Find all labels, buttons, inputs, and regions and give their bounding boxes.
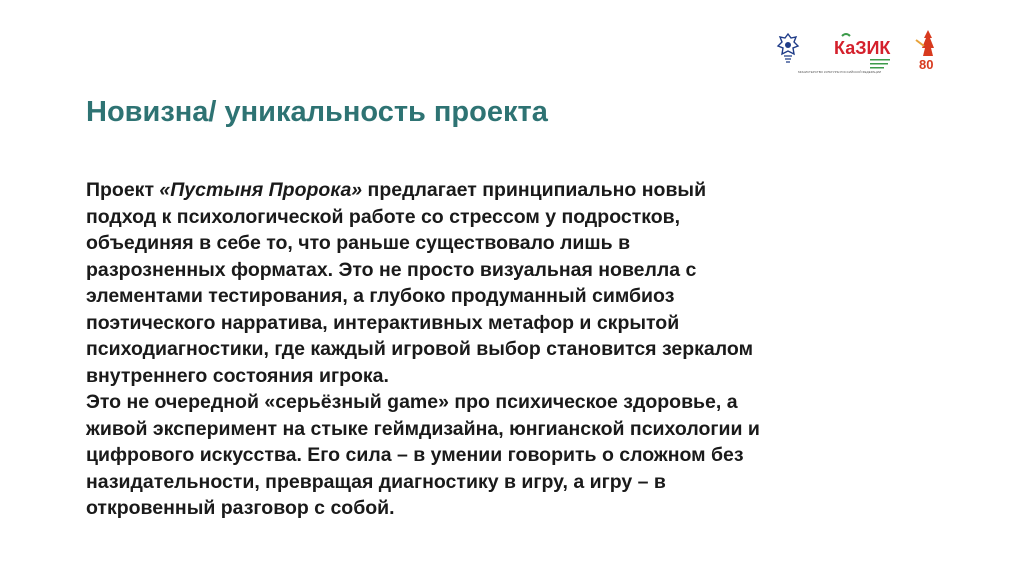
kazik-logo: [834, 32, 896, 72]
project-name: «Пустыня Пророка»: [159, 179, 363, 201]
victory-80-logo: [910, 28, 946, 74]
paragraph-2-line: живой эксперимент на стыке геймдизайна, юнгианской психологии и: [86, 417, 760, 440]
paragraph-1: [86, 177, 906, 389]
paragraph-2-line: откровенный разговор с собой.: [86, 497, 395, 519]
header-logos: [770, 28, 970, 78]
paragraph-1-line: объединяя в себе то, что раньше существовало лишь в: [86, 232, 631, 254]
paragraph-2-line: цифрового искусства. Его сила – в умении говорить о сложном без: [86, 444, 744, 466]
paragraph-1-line-1: [86, 177, 906, 204]
victory-80-logo-icon: [910, 28, 946, 74]
kazik-logo-text: КаЗИК: [834, 38, 891, 58]
paragraph-1-line: подход к психологической работе со стрессом у подростков,: [86, 205, 681, 228]
slide-title: Новизна/ уникальность проекта: [86, 96, 548, 128]
kazik-logo-icon: [834, 32, 896, 72]
line-prefix: Проект: [86, 179, 160, 201]
paragraph-2: [86, 389, 906, 522]
ministry-caption: МИНИСТЕРСТВО КУЛЬТУРЫ РОССИЙСКОЙ ФЕДЕРАЦИИ: [798, 70, 882, 74]
paragraph-1-line: разрозненных форматах. Это не просто визуальная новелла с: [86, 258, 697, 281]
victory-80-text: 80: [919, 57, 934, 72]
paragraph-2-line: назидательности, превращая диагностику в игру, а игру – в: [86, 470, 666, 493]
paragraph-1-line: элементами тестирования, а глубоко продуманный симбиоз: [86, 285, 675, 307]
line-suffix: предлагает принципиально новый: [362, 179, 707, 201]
paragraph-1-line: внутреннего состояния игрока.: [86, 364, 389, 387]
paragraph-1-line: психодиагностики, где каждый игровой выбор становится зеркалом: [86, 338, 753, 360]
paragraph-2-line: Это не очередной «серьёзный game» про психическое здоровье, а: [86, 391, 738, 413]
ministry-emblem-icon: [776, 32, 800, 66]
paragraph-1-line: поэтического нарратива, интерактивных метафор и скрытой: [86, 311, 680, 334]
body-text: [86, 177, 906, 522]
